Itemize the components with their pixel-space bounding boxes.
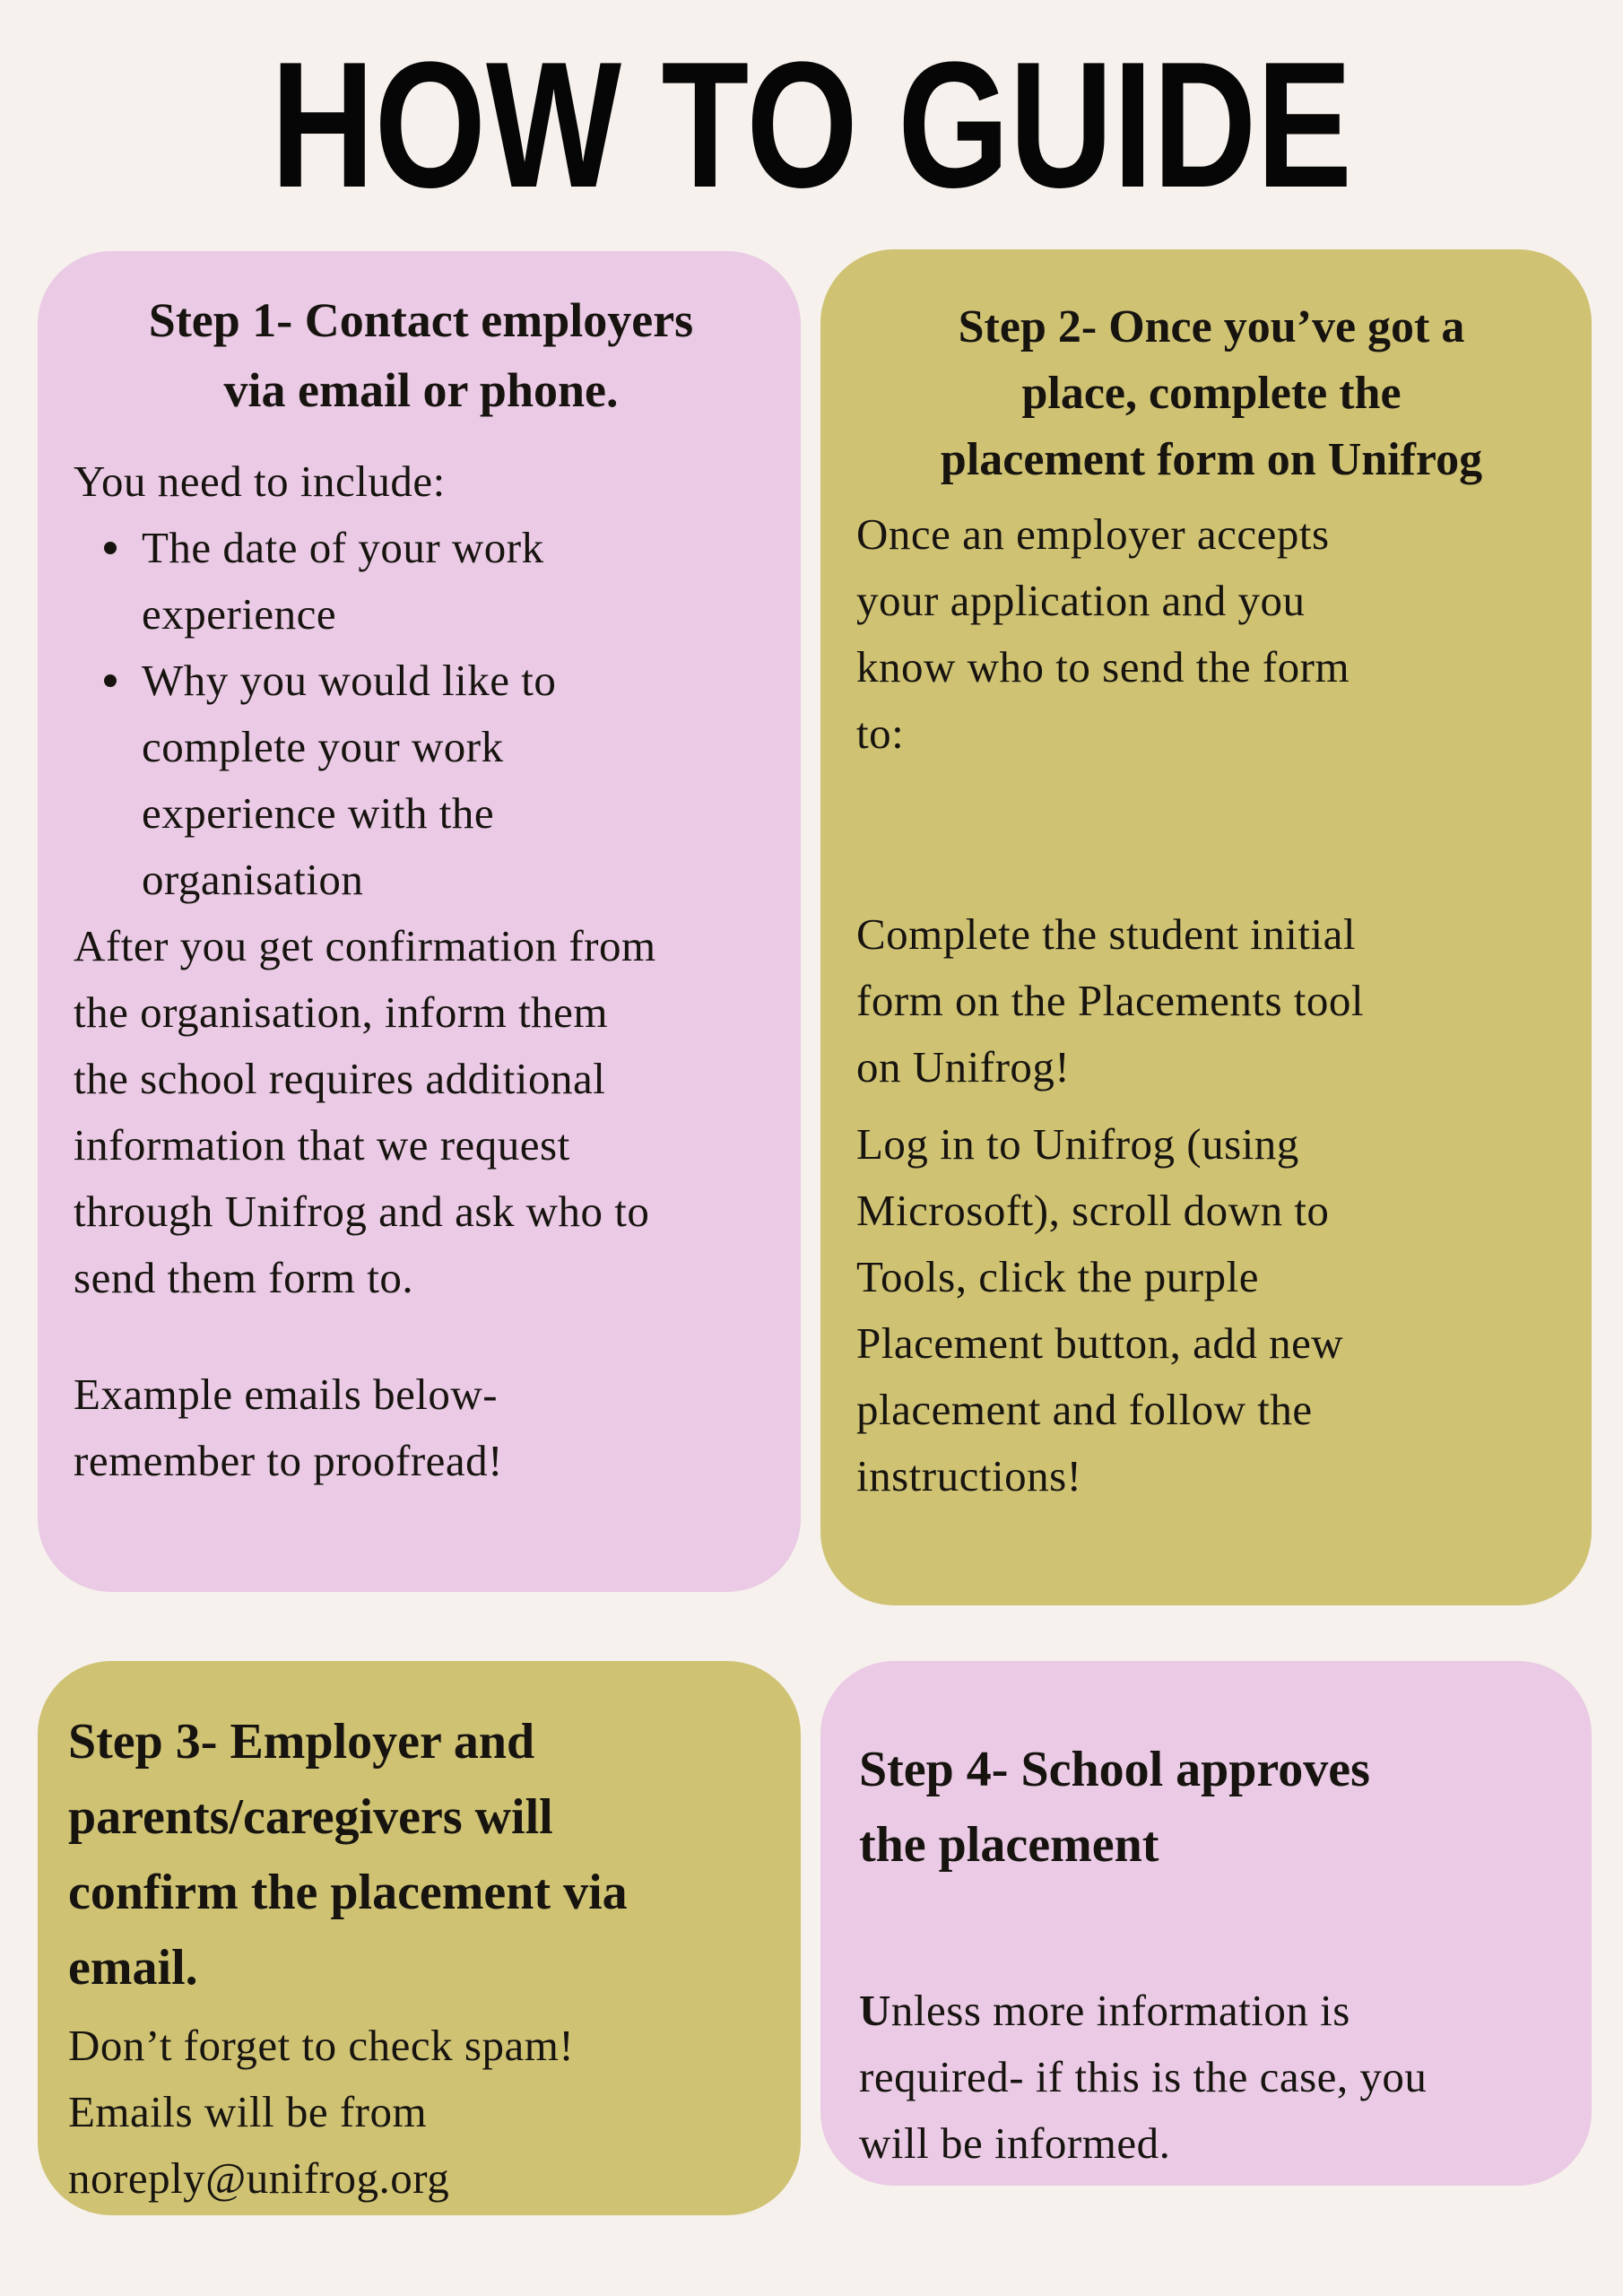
- text-line: the organisation, inform them: [74, 987, 609, 1037]
- text-line: required- if this is the case, you: [859, 2052, 1428, 2101]
- text-line: nless more information is: [890, 1986, 1350, 2035]
- heading-line: the placement: [859, 1817, 1159, 1873]
- text-line: placement and follow the: [856, 1385, 1313, 1434]
- text-line: instructions!: [856, 1451, 1082, 1500]
- bullet-text: [142, 515, 544, 648]
- text-line: Placement button, add new: [856, 1318, 1344, 1368]
- text-line: the school requires additional: [74, 1054, 606, 1103]
- step4-card: [820, 1661, 1592, 2186]
- heading-line: placement form on Unifrog: [940, 434, 1483, 485]
- text-line: through Unifrog and ask who to: [74, 1187, 650, 1236]
- text-line: send them form to.: [74, 1253, 414, 1302]
- step1-heading: [74, 285, 768, 425]
- step2-paragraph: [856, 901, 1567, 1100]
- heading-line: Step 3- Employer and: [68, 1714, 535, 1770]
- step4-heading: [859, 1732, 1567, 1883]
- bullet-icon: [104, 674, 117, 687]
- step3-paragraph: [68, 2013, 776, 2212]
- text-line: information that we request: [74, 1120, 570, 1170]
- step1-bullet-list: [74, 515, 768, 913]
- heading-line: parents/caregivers will: [68, 1789, 553, 1845]
- text-line: your application and you: [856, 576, 1306, 625]
- text-line: to:: [856, 709, 905, 758]
- bullet-text: [142, 648, 556, 913]
- step2-paragraph: [856, 501, 1567, 767]
- text-line: know who to send the form: [856, 642, 1350, 691]
- text-line: Emails will be from: [68, 2087, 428, 2136]
- text-line: After you get confirmation from: [74, 921, 656, 970]
- text-line: Don’t forget to check spam!: [68, 2021, 575, 2070]
- text-line: organisation: [142, 855, 364, 904]
- text-line: Complete the student initial: [856, 909, 1356, 959]
- heading-line: Step 4- School approves: [859, 1742, 1370, 1797]
- text-line: complete your work: [142, 722, 504, 771]
- text-line: experience: [142, 589, 337, 639]
- text-line: Microsoft), scroll down to: [856, 1186, 1330, 1235]
- text-line: Why you would like to: [142, 656, 557, 705]
- step4-paragraph: [859, 1978, 1567, 2177]
- text-line: You need to include:: [74, 457, 446, 506]
- noreply-email: noreply@unifrog.org: [68, 2153, 450, 2203]
- bold-lead-character: U: [859, 1986, 891, 2035]
- heading-line: email.: [68, 1940, 198, 1996]
- text-line: Once an employer accepts: [856, 509, 1330, 559]
- text-line: remember to proofread!: [74, 1436, 503, 1485]
- step2-paragraph: [856, 1111, 1567, 1509]
- step1-paragraph: [74, 913, 768, 1311]
- bullet-item: [104, 648, 768, 913]
- step1-card: [38, 251, 801, 1592]
- text-line: Log in to Unifrog (using: [856, 1119, 1299, 1169]
- page-title: HOW TO GUIDE: [271, 25, 1352, 225]
- step1-intro: [74, 448, 768, 515]
- step3-card: [38, 1661, 801, 2215]
- step2-card: [820, 249, 1592, 1605]
- heading-line: confirm the placement via: [68, 1865, 628, 1920]
- text-line: form on the Placements tool: [856, 976, 1364, 1025]
- text-line: Tools, click the purple: [856, 1252, 1259, 1301]
- bullet-item: [104, 515, 768, 648]
- text-line: will be informed.: [859, 2118, 1171, 2168]
- text-line: The date of your work: [142, 523, 544, 572]
- text-line: Example emails below-: [74, 1370, 499, 1419]
- text-line: on Unifrog!: [856, 1042, 1071, 1091]
- heading-line: place, complete the: [1021, 368, 1402, 419]
- heading-line: via email or phone.: [223, 363, 619, 417]
- step2-heading: [856, 294, 1567, 493]
- heading-line: Step 2- Once you’ve got a: [958, 301, 1465, 352]
- bullet-icon: [104, 542, 117, 554]
- heading-line: Step 1- Contact employers: [148, 293, 694, 347]
- text-line: experience with the: [142, 788, 495, 838]
- step3-heading: [68, 1704, 776, 2005]
- step1-proofread-note: [74, 1361, 768, 1494]
- text-line: [859, 1978, 1567, 2044]
